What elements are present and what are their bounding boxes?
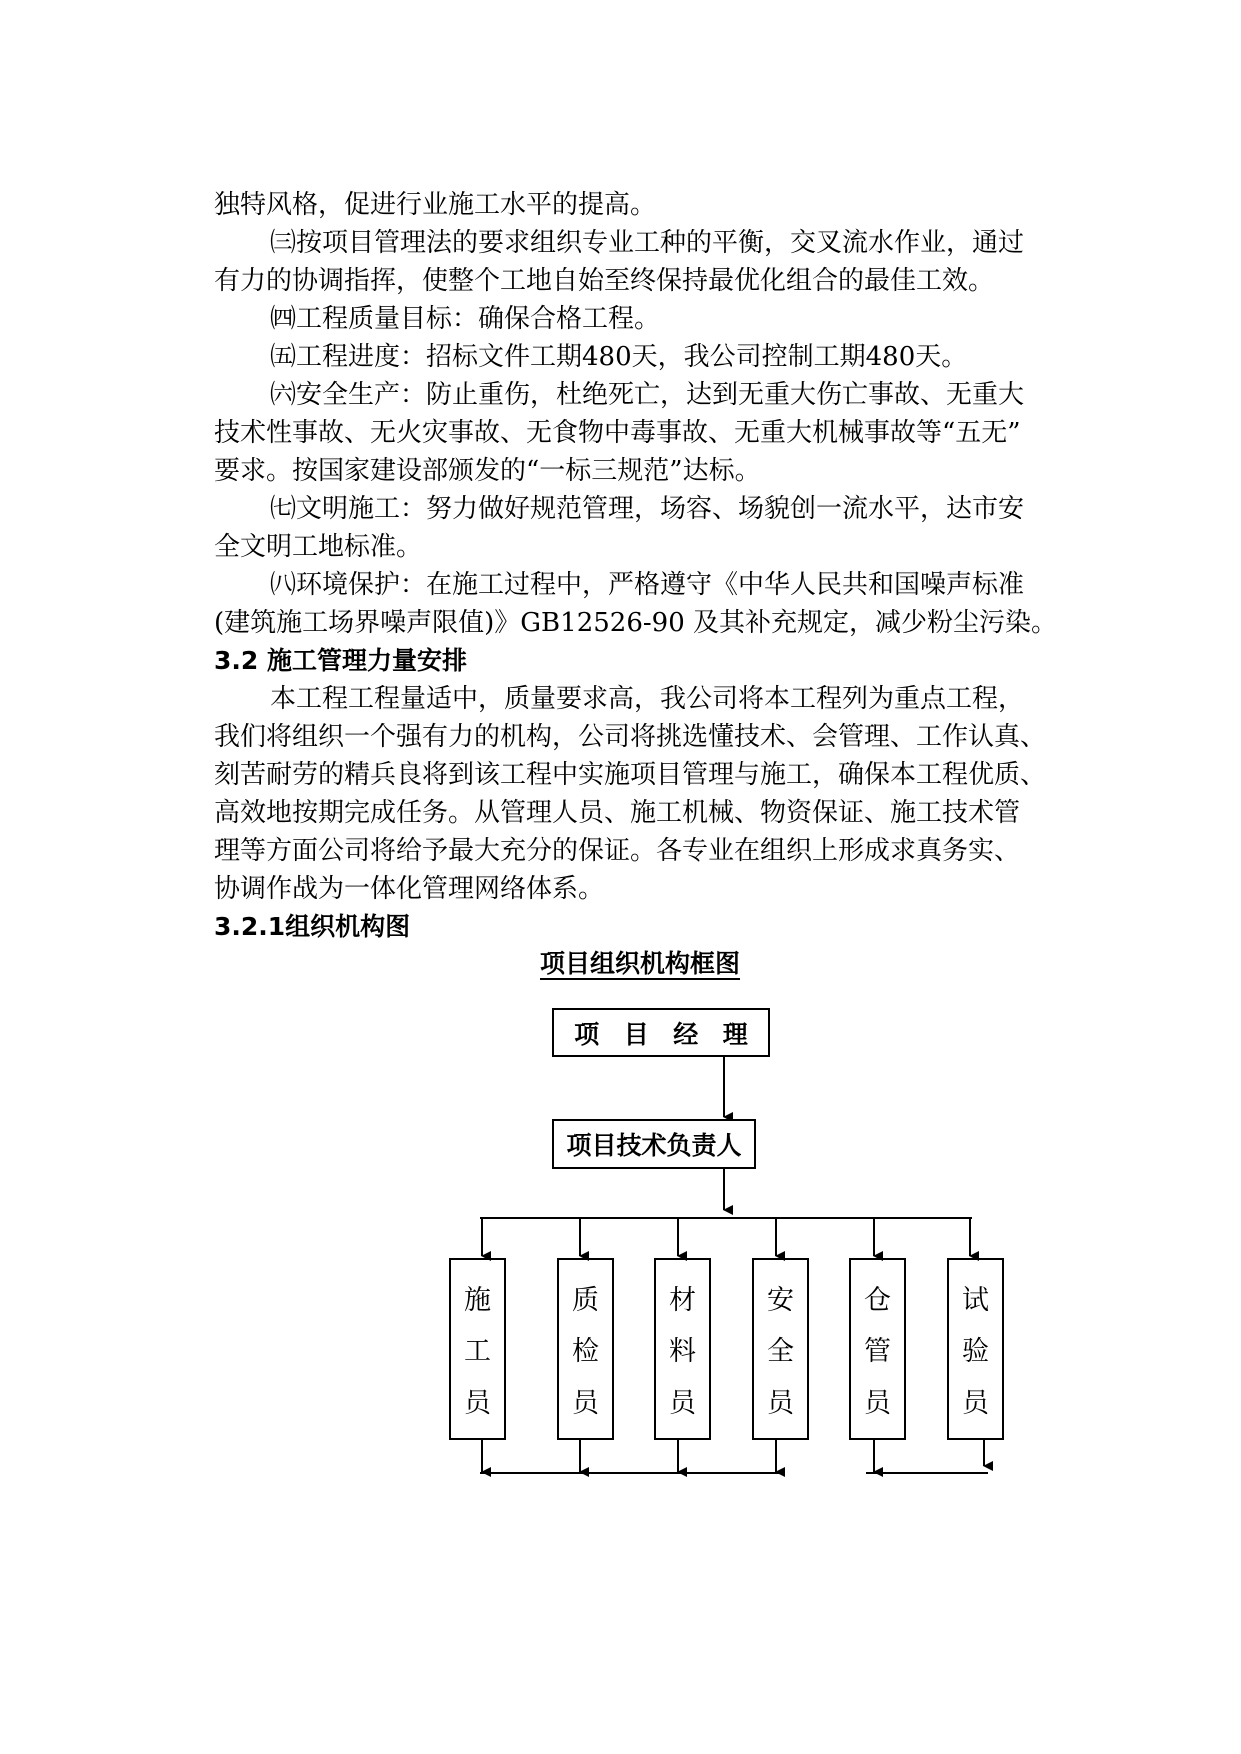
staff-char: 试	[962, 1285, 989, 1317]
manager-char: 目	[623, 1019, 649, 1049]
staff-char: 员	[962, 1387, 989, 1419]
staff-char: 员	[464, 1387, 491, 1419]
paragraph-line: 刻苦耐劳的精兵良将到该工程中实施项目管理与施工，确保本工程优质、	[214, 760, 1047, 790]
paragraph-line: ㈥安全生产：防止重伤，杜绝死亡，达到无重大伤亡事故、无重大	[270, 380, 1025, 410]
paragraph-line: 技术性事故、无火灾事故、无食物中毒事故、无重大机械事故等“五无”	[214, 418, 1021, 448]
staff-char: 安	[767, 1285, 794, 1317]
staff-box-construction	[449, 1258, 506, 1440]
staff-char: 员	[669, 1387, 696, 1419]
subsection-heading: 3.2.1组织机构图	[214, 912, 411, 941]
staff-char: 全	[767, 1336, 794, 1368]
staff-char: 验	[962, 1336, 989, 1368]
staff-box-warehouse	[849, 1258, 906, 1440]
paragraph-line: 我们将组织一个强有力的机构，公司将挑选懂技术、会管理、工作认真、	[214, 722, 1047, 752]
project-manager-box	[552, 1008, 770, 1057]
staff-char: 员	[864, 1387, 891, 1419]
staff-char: 料	[669, 1336, 696, 1368]
paragraph-line: 本工程工程量适中，质量要求高，我公司将本工程列为重点工程，	[270, 684, 1025, 714]
org-chart-title: 项目组织机构框图	[540, 949, 741, 978]
paragraph-line: ㈧环境保护：在施工过程中，严格遵守《中华人民共和国噪声标准	[270, 570, 1025, 600]
manager-char: 理	[722, 1019, 748, 1049]
paragraph-line: 有力的协调指挥，使整个工地自始至终保持最优化组合的最佳工效。	[214, 266, 995, 296]
staff-char: 员	[572, 1387, 599, 1419]
paragraph-line: ㈦文明施工：努力做好规范管理，场容、场貌创一流水平，达市安	[270, 494, 1025, 524]
staff-box-safety	[752, 1258, 809, 1440]
paragraph-line: ㈢按项目管理法的要求组织专业工种的平衡，交叉流水作业，通过	[270, 228, 1025, 258]
paragraph-line: 独特风格，促进行业施工水平的提高。	[214, 190, 657, 220]
paragraph-line: ㈤工程进度：招标文件工期480天，我公司控制工期480天。	[270, 342, 968, 372]
staff-box-materials	[654, 1258, 711, 1440]
staff-char: 施	[464, 1285, 491, 1317]
staff-box-quality	[557, 1258, 614, 1440]
manager-char: 经	[673, 1019, 699, 1049]
staff-char: 管	[864, 1336, 891, 1368]
staff-char: 材	[669, 1285, 696, 1317]
paragraph-line: 要求。按国家建设部颁发的“一标三规范”达标。	[214, 456, 761, 486]
staff-char: 检	[572, 1336, 599, 1368]
section-heading: 3.2 施工管理力量安排	[214, 646, 467, 675]
tech-lead-box: 项目技术负责人	[552, 1119, 756, 1169]
staff-char: 员	[767, 1387, 794, 1419]
staff-box-testing	[947, 1258, 1004, 1440]
staff-char: 工	[464, 1336, 491, 1368]
paragraph-line: 协调作战为一体化管理网络体系。	[214, 874, 605, 904]
staff-char: 仓	[864, 1285, 891, 1317]
paragraph-line: 全文明工地标准。	[214, 532, 423, 562]
paragraph-line: (建筑施工场界噪声限值)》GB12526-90 及其补充规定，减少粉尘污染。	[214, 608, 1058, 638]
paragraph-line: 高效地按期完成任务。从管理人员、施工机械、物资保证、施工技术管	[214, 798, 1021, 828]
paragraph-line: 理等方面公司将给予最大充分的保证。各专业在组织上形成求真务实、	[214, 836, 1021, 866]
staff-char: 质	[572, 1285, 599, 1317]
manager-char: 项	[574, 1019, 600, 1049]
paragraph-line: ㈣工程质量目标：确保合格工程。	[270, 304, 661, 334]
